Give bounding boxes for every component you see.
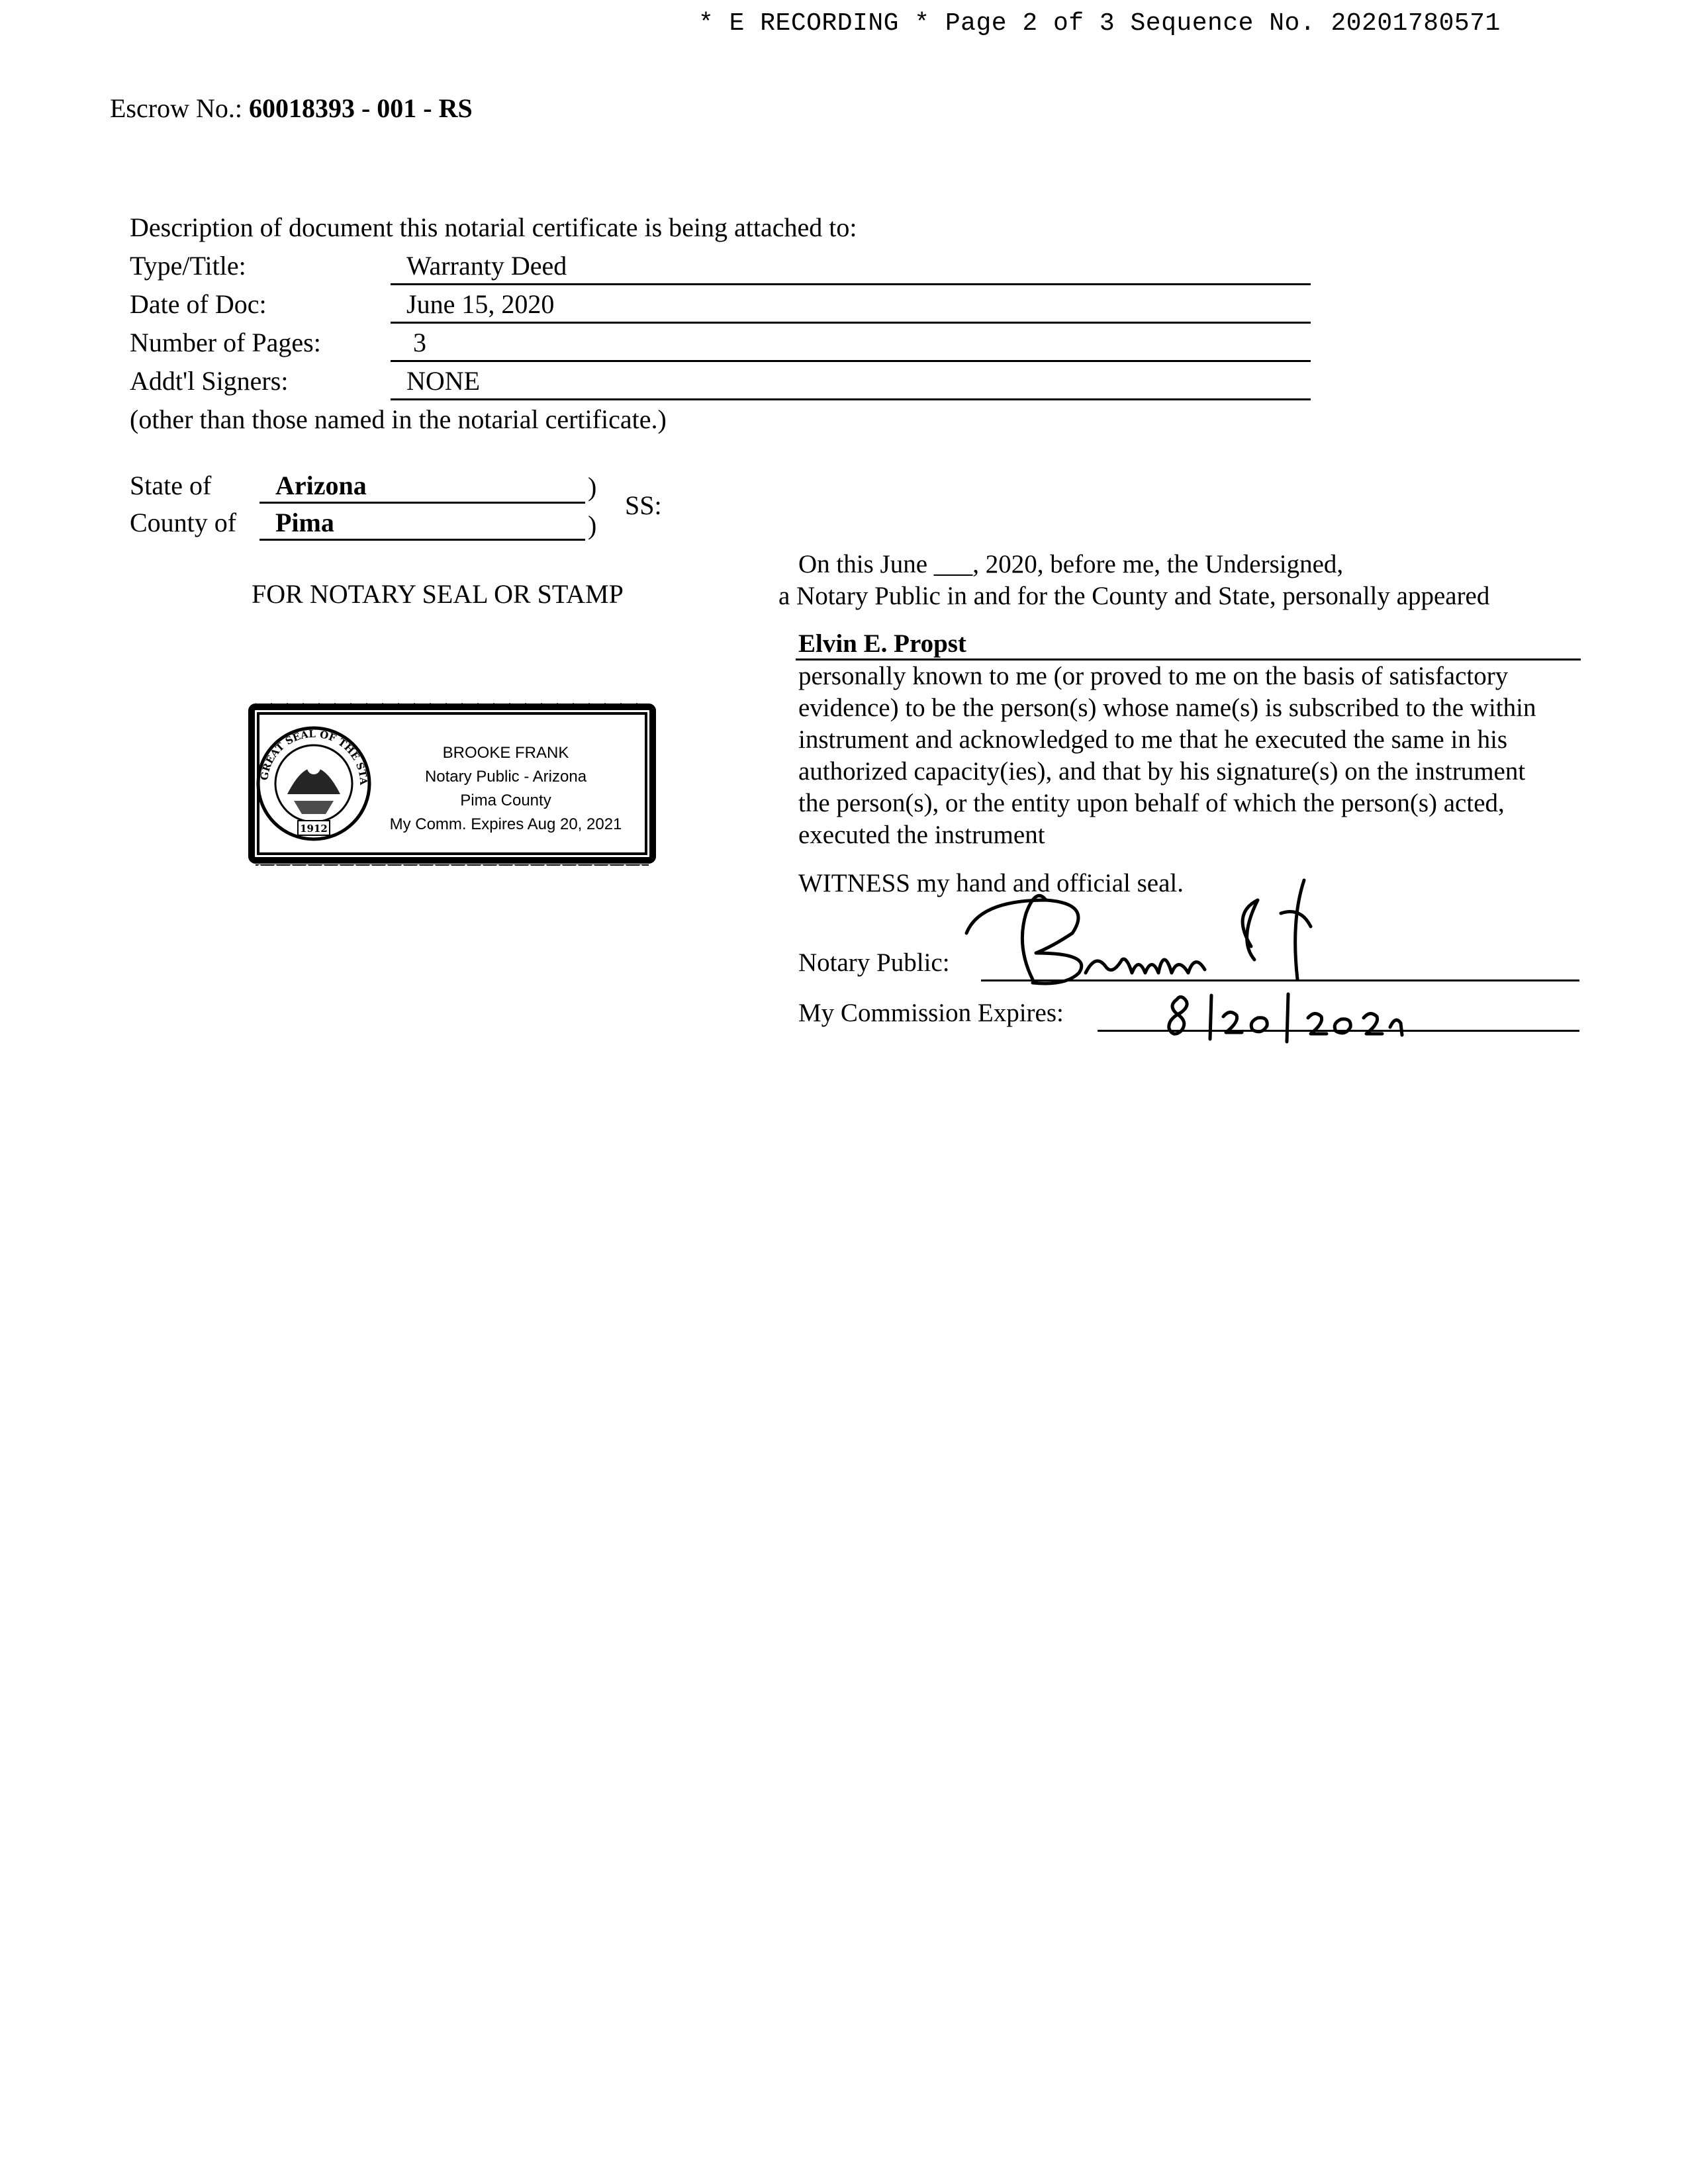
notary-public-label: Notary Public: xyxy=(798,948,950,977)
arizona-seal-icon xyxy=(248,702,369,839)
commission-expires-label: My Commission Expires: xyxy=(798,999,1064,1027)
county-underline xyxy=(259,539,585,541)
stamp-notary-title: Notary Public - Arizona xyxy=(424,768,587,786)
notary-stamp xyxy=(248,702,658,867)
ack-line-2: a Notary Public in and for the County and State, personally appeared xyxy=(778,582,1490,610)
notary-signature xyxy=(953,874,1417,993)
ack-body-line: evidence) to be the person(s) whose name(s) is subscribed to the within xyxy=(798,694,1536,722)
signer-name: Elvin E. Propst xyxy=(798,629,966,658)
stamp-text xyxy=(363,741,648,837)
ack-body-line: the person(s), or the entity upon behalf of which the person(s) acted, xyxy=(798,789,1505,817)
county-label: County of xyxy=(130,508,237,537)
state-underline xyxy=(259,502,585,504)
stamp-expiration: My Comm. Expires Aug 20, 2021 xyxy=(389,815,622,833)
ack-body-line: executed the instrument xyxy=(798,821,1045,849)
svg-text:GREAT SEAL OF THE STATE OF ARI: GREAT SEAL OF THE STA xyxy=(258,727,370,785)
date-label: Date of Doc: xyxy=(130,289,267,319)
type-underline xyxy=(391,283,1311,285)
escrow-line xyxy=(110,93,473,124)
commission-expires-handwritten xyxy=(1165,991,1470,1044)
signers-label: Addt'l Signers: xyxy=(130,366,289,396)
seal-area-label: FOR NOTARY SEAL OR STAMP xyxy=(252,579,624,609)
ack-body-line: instrument and acknowledged to me that he executed the same in his xyxy=(798,725,1508,754)
ack-body-line: personally known to me (or proved to me on the basis of satisfactory xyxy=(798,662,1509,690)
type-label: Type/Title: xyxy=(130,251,246,281)
ack-body xyxy=(798,660,1593,851)
county-paren: ) xyxy=(588,510,597,540)
recording-header: * E RECORDING * Page 2 of 3 Sequence No. 20201780571 xyxy=(698,9,1501,38)
signers-underline xyxy=(391,398,1311,400)
pages-label: Number of Pages: xyxy=(130,328,321,357)
stamp-county: Pima County xyxy=(460,792,551,809)
description-intro: Description of document this notarial certificate is being attached to: xyxy=(130,212,857,242)
escrow-number: 60018393 - 001 - RS xyxy=(248,93,473,123)
type-value: Warranty Deed xyxy=(406,251,567,281)
ss-label: SS: xyxy=(625,490,662,520)
date-underline xyxy=(391,322,1311,324)
witness-line: WITNESS my hand and official seal. xyxy=(798,869,1184,897)
escrow-label: Escrow No.: xyxy=(110,93,242,123)
ack-body-line: authorized capacity(ies), and that by his signature(s) on the instrument xyxy=(798,757,1526,786)
stamp-notary-name: BROOKE FRANK xyxy=(442,744,569,762)
county-value: Pima xyxy=(275,508,334,537)
state-label: State of xyxy=(130,471,212,500)
signers-value: NONE xyxy=(406,366,481,396)
ack-line-1: On this June ___, 2020, before me, the Undersigned, xyxy=(798,550,1344,578)
state-paren: ) xyxy=(588,472,597,502)
pages-underline xyxy=(391,360,1311,362)
signers-note: (other than those named in the notarial certificate.) xyxy=(130,404,667,434)
state-value: Arizona xyxy=(275,471,367,500)
date-value: June 15, 2020 xyxy=(406,289,555,319)
svg-text:1912: 1912 xyxy=(300,823,328,835)
pages-value: 3 xyxy=(413,328,426,357)
